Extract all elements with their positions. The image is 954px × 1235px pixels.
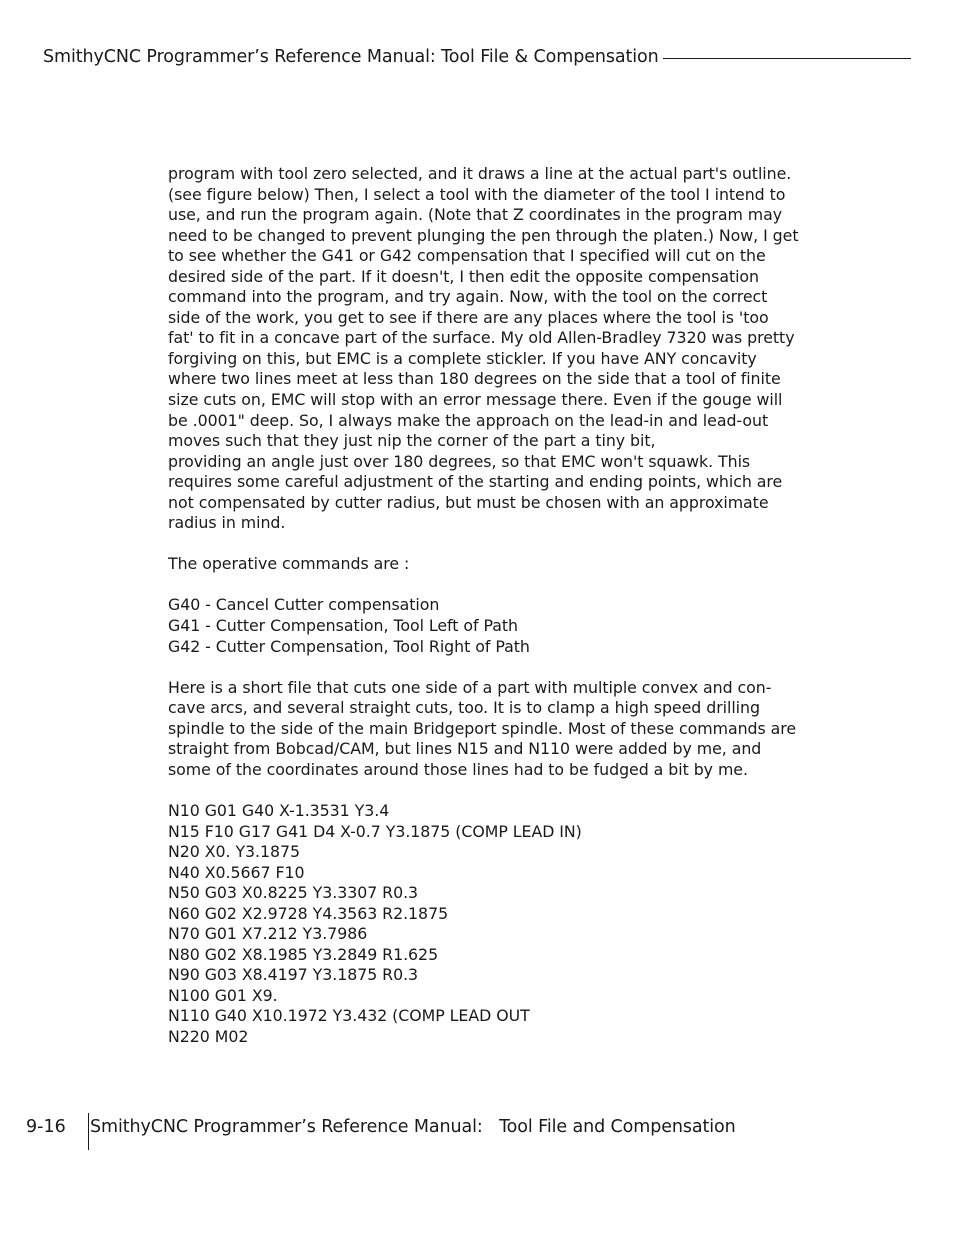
gcode-line: N40 X0.5667 F10 [168, 862, 305, 882]
footer-divider [88, 1113, 89, 1150]
paragraph-gap [168, 575, 808, 596]
text-line: spindle to the side of the main Bridgeport spindle. Most of these commands are [168, 718, 797, 738]
command-list [168, 595, 808, 657]
command-item: G41 - Cutter Compensation, Tool Left of Path [168, 616, 518, 636]
text-line: providing an angle just over 180 degrees, so that EMC won't squawk. This [168, 451, 751, 471]
text-line: side of the work, you get to see if there are any places where the tool is 'too [168, 307, 769, 327]
gcode-line: N20 X0. Y3.1875 [168, 842, 301, 862]
paragraph-gap [168, 534, 808, 555]
text-line: some of the coordinates around those lines had to be fudged a bit by me. [168, 759, 748, 779]
command-item: G42 - Cutter Compensation, Tool Right of Path [168, 636, 530, 656]
text-line: use, and run the program again. (Note that Z coordinates in the program may [168, 205, 783, 225]
paragraph-sample-file [168, 678, 808, 781]
text-line: cave arcs, and several straight cuts, too. It is to clamp a high speed drilling [168, 698, 760, 718]
text-line: to see whether the G41 or G42 compensation that I specified will cut on the [168, 246, 766, 266]
footer-title: SmithyCNC Programmer’s Reference Manual: Tool File and Compensation [90, 1117, 736, 1137]
gcode-line: N10 G01 G40 X-1.3531 Y3.4 [168, 800, 390, 820]
text-line: program with tool zero selected, and it draws a line at the actual part's outline. [168, 164, 792, 183]
text-line: command into the program, and try again. Now, with the tool on the correct [168, 287, 768, 307]
gcode-line: N80 G02 X8.1985 Y3.2849 R1.625 [168, 944, 439, 964]
gcode-line: N70 G01 X7.212 Y3.7986 [168, 924, 368, 944]
text-line: size cuts on, EMC will stop with an error message there. Even if the gouge will [168, 390, 783, 410]
paragraph-lead-in-explanation [168, 164, 808, 534]
header-title: SmithyCNC Programmer’s Reference Manual: Tool File & Compensation [43, 47, 659, 67]
gcode-line: N50 G03 X0.8225 Y3.3307 R0.3 [168, 883, 419, 903]
commands-intro: The operative commands are : [168, 554, 410, 574]
text-line: requires some careful adjustment of the starting and ending points, which are [168, 472, 783, 492]
text-line: not compensated by cutter radius, but must be chosen with an approximate [168, 492, 769, 512]
gcode-line: N110 G40 X10.1972 Y3.432 (COMP LEAD OUT [168, 1006, 530, 1026]
page-number: 9-16 [26, 1117, 66, 1137]
running-header [43, 44, 911, 70]
gcode-listing [168, 801, 808, 1048]
page-footer [26, 1113, 926, 1151]
text-line: (see figure below) Then, I select a tool with the diameter of the tool I intend to [168, 184, 786, 204]
text-line: straight from Bobcad/CAM, but lines N15 and N110 were added by me, and [168, 739, 762, 759]
command-item: G40 - Cancel Cutter compensation [168, 595, 440, 615]
gcode-line: N100 G01 X9. [168, 985, 278, 1005]
text-line: be .0001" deep. So, I always make the approach on the lead-in and lead-out [168, 410, 769, 430]
gcode-line: N90 G03 X8.4197 Y3.1875 R0.3 [168, 965, 419, 985]
text-line: fat' to fit in a concave part of the surface. My old Allen-Bradley 7320 was pretty [168, 328, 795, 348]
text-line: need to be changed to prevent plunging the pen through the platen.) Now, I get [168, 225, 799, 245]
text-line: desired side of the part. If it doesn't, I then edit the opposite compensation [168, 266, 760, 286]
paragraph-gap [168, 657, 808, 678]
gcode-line: N15 F10 G17 G41 D4 X-0.7 Y3.1875 (COMP LEAD IN) [168, 821, 582, 841]
text-line: radius in mind. [168, 513, 286, 533]
gcode-line: N60 G02 X2.9728 Y4.3563 R2.1875 [168, 903, 449, 923]
text-line: forgiving on this, but EMC is a complete stickler. If you have ANY concavity [168, 348, 757, 368]
gcode-line: N220 M02 [168, 1026, 249, 1046]
paragraph-gap [168, 780, 808, 801]
body-text [168, 164, 808, 1048]
text-line: moves such that they just nip the corner of the part a tiny bit, [168, 431, 656, 451]
text-line: Here is a short file that cuts one side of a part with multiple convex and con- [168, 677, 772, 697]
text-line: where two lines meet at less than 180 degrees on the side that a tool of finite [168, 369, 781, 389]
header-rule [663, 58, 911, 59]
